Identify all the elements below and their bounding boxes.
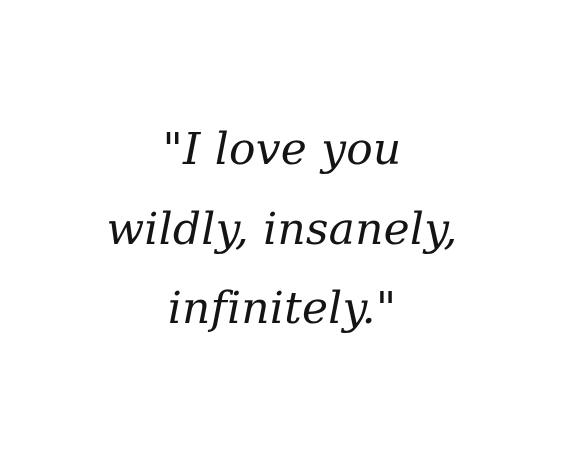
quote-line-1: "I love you (162, 124, 402, 175)
quote-line-2: wildly, insanely, (106, 204, 458, 255)
quote-line-3: infinitely." (167, 283, 397, 334)
